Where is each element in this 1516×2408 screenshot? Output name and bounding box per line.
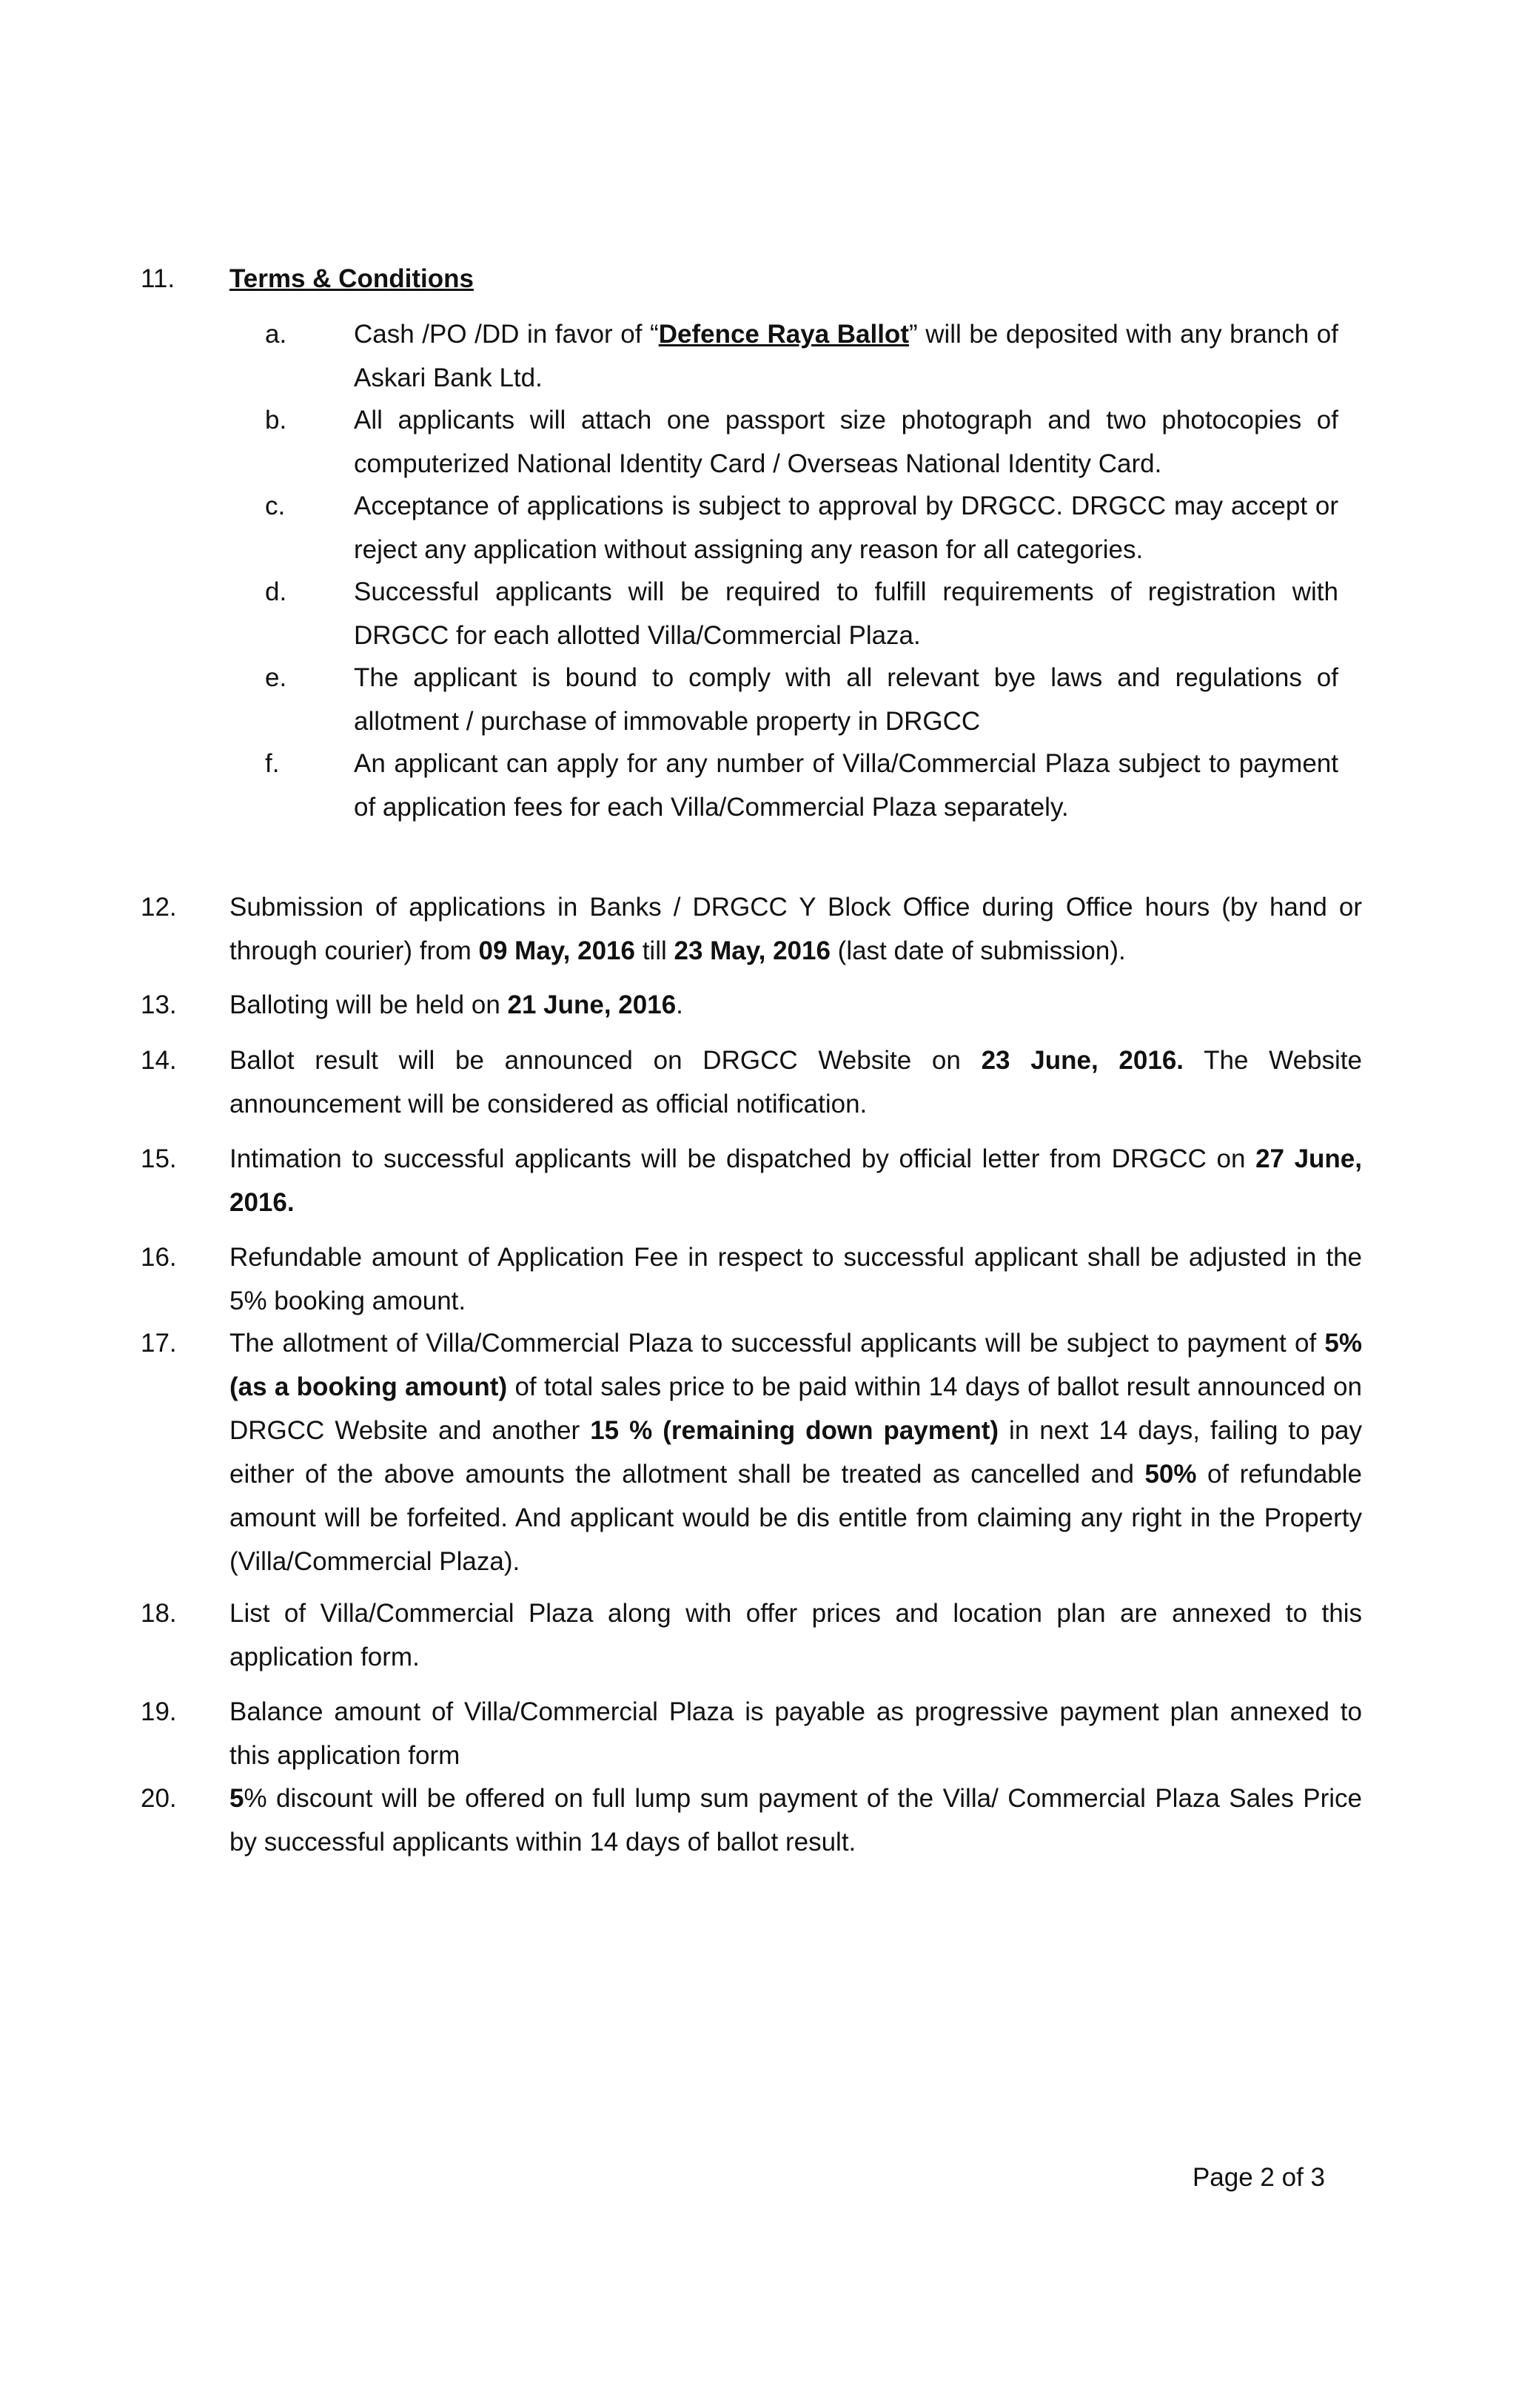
- ballot-name: Defence Raya Ballot: [658, 320, 909, 349]
- sub-item-letter-b: b.: [265, 406, 287, 435]
- clause-13-t1: Balloting will be held on: [229, 990, 508, 1019]
- clause-12: [229, 885, 1362, 973]
- sub-item-letter-a: a.: [265, 320, 287, 349]
- clause-20-discount: 5: [229, 1784, 244, 1813]
- clause-number-17: 17.: [141, 1329, 177, 1358]
- clause-15-t1: Intimation to successful applicants will be dispatched by official letter from DRGCC on: [229, 1144, 1256, 1173]
- clause-17-booking: 5% (as a booking amount): [229, 1329, 1362, 1401]
- page-number: Page 2 of 3: [1192, 2163, 1325, 2192]
- section-heading-terms: Terms & Conditions: [229, 264, 474, 293]
- clause-17-t3: in next 14 days, failing to pay either of the above amounts the allotment shall be treated as cancelled and: [229, 1416, 1363, 1489]
- sub-item-letter-d: d.: [265, 577, 287, 606]
- sub-item-letter-c: c.: [265, 492, 286, 520]
- clause-13: [229, 983, 1362, 1027]
- clause-17: [229, 1321, 1362, 1583]
- clause-17-forfeit: 50%: [1144, 1460, 1197, 1489]
- clause-number-19: 19.: [141, 1697, 177, 1726]
- sub-item-e: The applicant is bound to comply with all relevant bye laws and regulations of allotment / purchase of immovable property in DRGCC: [354, 663, 1338, 736]
- sub-item-c: Acceptance of applications is subject to approval by DRGCC. DRGCC may accept or reject any application without assigning any reason for all categories.: [354, 492, 1338, 564]
- clause-12-end-date: 23 May, 2016: [674, 936, 831, 965]
- sub-item-a: [354, 312, 1338, 400]
- sub-item-a-pre: Cash /PO /DD in favor of “: [354, 320, 659, 349]
- clause-15: [229, 1137, 1362, 1224]
- clause-number-12: 12.: [141, 893, 177, 922]
- sub-item-a-post: ” will be deposited with any branch of Askari Bank Ltd.: [354, 320, 1338, 392]
- clause-14: [229, 1039, 1362, 1126]
- clause-12-t3: (last date of submission).: [830, 936, 1126, 965]
- clause-15-letter-date: 27 June, 2016.: [229, 1144, 1362, 1217]
- clause-20-t1: % discount will be offered on full lump sum payment of the Villa/ Commercial Plaza Sales Price by successful applicants within 14 days of ballot result.: [229, 1784, 1362, 1857]
- clause-number-13: 13.: [141, 990, 177, 1019]
- sub-item-letter-f: f.: [265, 749, 280, 778]
- clause-12-start-date: 09 May, 2016: [478, 936, 635, 965]
- clause-14-t2: The Website announcement will be considered as official notification.: [229, 1046, 1362, 1119]
- clause-19: Balance amount of Villa/Commercial Plaza is payable as progressive payment plan annexed to this application form: [229, 1697, 1362, 1770]
- sub-item-d: Successful applicants will be required to fulfill requirements of registration with DRGCC for each allotted Villa/Commercial Plaza.: [354, 577, 1338, 650]
- clause-number-18: 18.: [141, 1599, 177, 1628]
- clause-number-20: 20.: [141, 1784, 177, 1813]
- clause-17-down-payment: 15 % (remaining down payment): [590, 1416, 999, 1445]
- clause-12-t1: Submission of applications in Banks / DRGCC Y Block Office during Office hours (by hand or through courier) from: [229, 893, 1362, 965]
- clause-number-15: 15.: [141, 1144, 177, 1173]
- clause-16: Refundable amount of Application Fee in respect to successful applicant shall be adjusted in the 5% booking amount.: [229, 1243, 1362, 1315]
- clause-12-t2: till: [634, 936, 674, 965]
- clause-20: [229, 1777, 1362, 1864]
- sub-item-letter-e: e.: [265, 663, 287, 692]
- clause-13-ballot-date: 21 June, 2016: [507, 990, 677, 1019]
- clause-17-t1: The allotment of Villa/Commercial Plaza to successful applicants will be subject to payment of: [229, 1329, 1325, 1358]
- clause-14-t1: Ballot result will be announced on DRGCC Website on: [229, 1046, 982, 1075]
- clause-14-result-date: 23 June, 2016.: [981, 1046, 1184, 1075]
- clause-number-11: 11.: [141, 264, 175, 293]
- clause-17-t4: of refundable amount will be forfeited. And applicant would be dis entitle from claiming any right in the Property (Villa/Commercial Plaza).: [229, 1460, 1362, 1576]
- clause-18: List of Villa/Commercial Plaza along with offer prices and location plan are annexed to this application form.: [229, 1599, 1362, 1671]
- sub-item-f: An applicant can apply for any number of Villa/Commercial Plaza subject to payment of application fees for each Villa/Commercial Plaza separately.: [354, 749, 1338, 822]
- clause-13-t2: .: [676, 990, 683, 1019]
- clause-number-16: 16.: [141, 1243, 177, 1272]
- sub-item-b: All applicants will attach one passport size photograph and two photocopies of computerized National Identity Card / Overseas National Identity Card.: [354, 406, 1338, 478]
- clause-number-14: 14.: [141, 1046, 177, 1075]
- clause-17-t2: of total sales price to be paid within 14 days of ballot result announced on DRGCC Website and another: [229, 1372, 1362, 1445]
